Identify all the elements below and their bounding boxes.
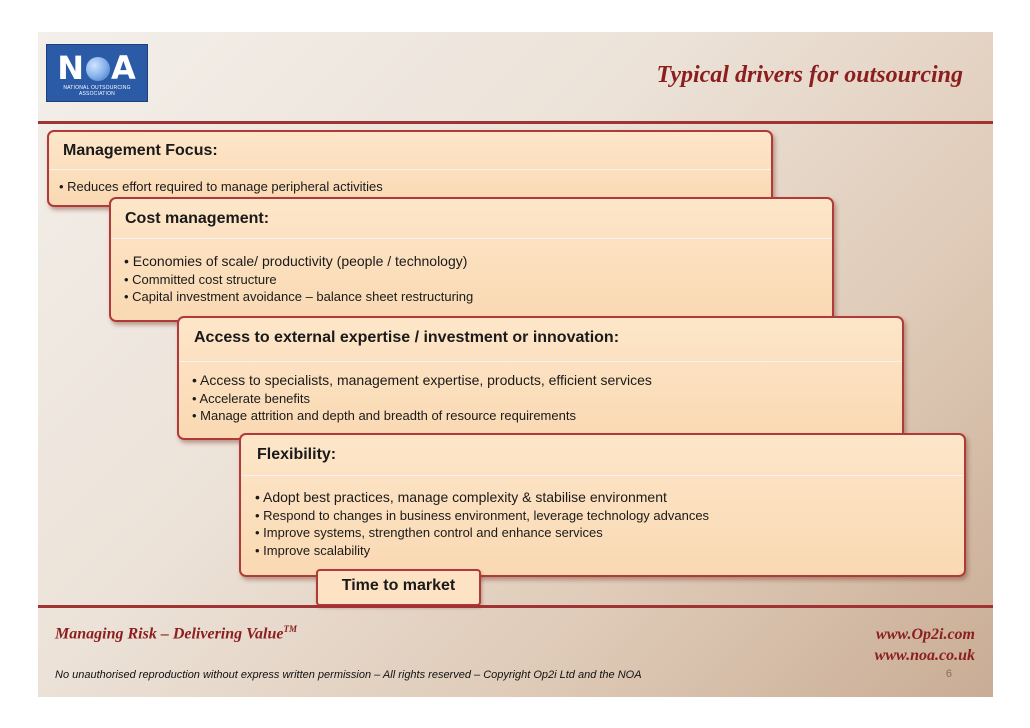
bullet-item: • Improve systems, strengthen control and enhance services — [255, 525, 603, 540]
website-op2i-link[interactable]: www.Op2i.com — [876, 626, 975, 643]
box-bullets — [59, 178, 383, 196]
bullet-item: • Reduces effort required to manage peripheral activities — [59, 179, 383, 194]
footer-divider — [38, 605, 993, 608]
driver-box-flexibility — [239, 433, 966, 577]
bullet-item: • Manage attrition and depth and breadth of resource requirements — [192, 408, 576, 423]
page-number: 6 — [945, 668, 952, 680]
driver-box-external-expertise — [177, 316, 904, 440]
driver-box-cost-management — [109, 197, 834, 322]
bullet-item: • Access to specialists, management expertise, products, efficient services — [192, 372, 652, 388]
box-heading: Flexibility: — [257, 446, 337, 463]
logo-letter-n: N — [57, 49, 85, 87]
header-divider — [38, 121, 993, 124]
logo-letter-a: A — [111, 49, 137, 87]
bullet-item: • Accelerate benefits — [192, 390, 311, 406]
footer-websites — [875, 624, 975, 666]
box-heading: Access to external expertise / investment or innovation: — [194, 329, 620, 346]
bullet-item: • Improve scalability — [255, 542, 371, 558]
bullet-item: • Economies of scale/ productivity (people / technology) — [124, 253, 468, 269]
time-to-market-box — [316, 569, 481, 606]
box-bullets — [255, 489, 709, 559]
globe-icon — [86, 57, 110, 81]
box-bullets — [192, 372, 652, 425]
noa-logo — [46, 44, 148, 102]
copyright-notice: No unauthorised reproduction without express written permission – All rights reserved – Copyright Op2i Ltd and the NOA — [55, 669, 642, 681]
bullet-item: • Committed cost structure — [124, 271, 277, 287]
box-bullets — [124, 253, 473, 306]
logo-strapline: NATIONAL OUTSOURCING ASSOCIATION — [63, 85, 131, 97]
bullet-item: • Capital investment avoidance – balance sheet restructuring — [124, 289, 474, 304]
bullet-item: • Adopt best practices, manage complexity & stabilise environment — [255, 489, 667, 505]
website-noa-link[interactable]: www.noa.co.uk — [874, 647, 975, 664]
tagline-text: Managing Risk – Delivering Value — [55, 625, 284, 643]
slide-title: Typical drivers for outsourcing — [656, 62, 963, 88]
box-heading: Cost management: — [125, 210, 270, 227]
footer-tagline — [55, 624, 297, 643]
time-to-market-label: Time to market — [341, 577, 456, 594]
bullet-item: • Respond to changes in business environment, leverage technology advances — [255, 507, 710, 523]
trademark-mark: TM — [283, 624, 297, 634]
box-heading: Management Focus: — [63, 142, 218, 159]
box-header-band — [241, 435, 964, 476]
driver-box-management-focus — [47, 130, 773, 207]
